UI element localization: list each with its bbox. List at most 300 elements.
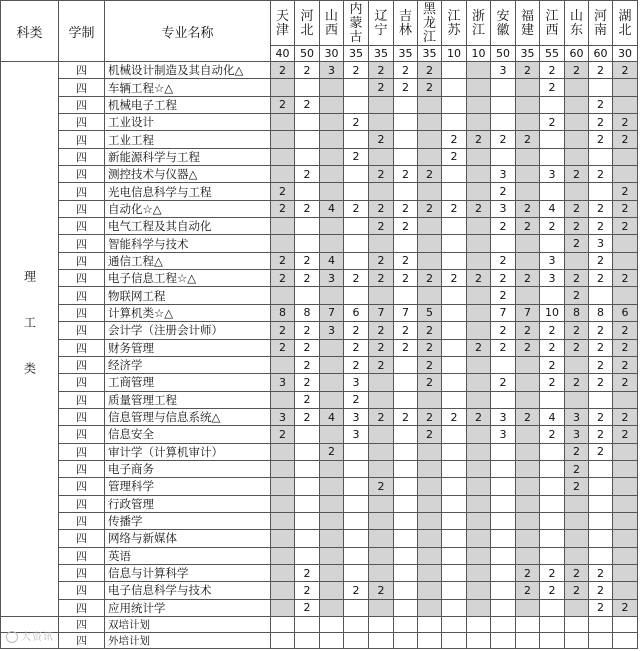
table-row	[1, 218, 638, 235]
quota-cell	[442, 633, 467, 649]
quota-cell: 2	[344, 356, 369, 373]
edu-cell: 四	[59, 617, 105, 633]
quota-cell	[613, 166, 638, 183]
quota-cell: 7	[491, 304, 516, 321]
quota-cell	[540, 478, 565, 495]
quota-cell	[467, 530, 491, 547]
quota-cell	[418, 530, 442, 547]
quota-cell	[394, 356, 418, 373]
table-row	[1, 270, 638, 287]
quota-cell	[442, 599, 467, 616]
quota-cell: 4	[320, 252, 344, 269]
quota-cell	[442, 183, 467, 200]
major-name-cell: 工商管理	[105, 374, 271, 391]
quota-cell	[344, 512, 369, 529]
quota-cell: 2	[516, 131, 540, 148]
quota-cell: 2	[369, 582, 394, 599]
major-name-cell: 信息管理与信息系统△	[105, 408, 271, 425]
quota-cell	[394, 599, 418, 616]
quota-cell: 2	[613, 270, 638, 287]
quota-cell	[613, 547, 638, 564]
quota-cell	[369, 599, 394, 616]
province-total: 35	[344, 46, 369, 62]
quota-cell	[540, 495, 565, 512]
table-row	[1, 200, 638, 217]
quota-cell	[295, 114, 320, 131]
quota-cell	[491, 564, 516, 581]
province-total: 50	[295, 46, 320, 62]
quota-cell	[516, 530, 540, 547]
major-name-cell: 质量管理工程	[105, 391, 271, 408]
edu-cell: 四	[59, 374, 105, 391]
quota-cell: 8	[565, 304, 589, 321]
quota-cell: 2	[516, 408, 540, 425]
major-name-cell: 测控技术与仪器△	[105, 166, 271, 183]
quota-cell	[442, 252, 467, 269]
quota-cell	[394, 582, 418, 599]
major-name-cell: 管理科学	[105, 478, 271, 495]
quota-cell	[540, 287, 565, 304]
quota-cell	[271, 564, 295, 581]
quota-cell: 4	[320, 200, 344, 217]
quota-cell	[565, 391, 589, 408]
quota-cell	[442, 391, 467, 408]
edu-cell: 四	[59, 512, 105, 529]
quota-cell	[369, 426, 394, 443]
quota-cell	[271, 287, 295, 304]
quota-cell	[467, 391, 491, 408]
major-name-cell: 通信工程△	[105, 252, 271, 269]
quota-cell	[613, 512, 638, 529]
quota-cell	[613, 617, 638, 633]
quota-cell	[516, 617, 540, 633]
province-header: 山东	[565, 1, 589, 46]
quota-cell	[613, 633, 638, 649]
table-row	[1, 547, 638, 564]
quota-cell	[491, 443, 516, 460]
quota-cell	[540, 96, 565, 113]
quota-cell: 2	[344, 339, 369, 356]
quota-cell: 2	[613, 114, 638, 131]
province-header: 河北	[295, 1, 320, 46]
quota-cell	[565, 79, 589, 96]
quota-cell	[516, 374, 540, 391]
quota-cell	[442, 617, 467, 633]
quota-cell	[394, 460, 418, 477]
quota-cell	[565, 530, 589, 547]
quota-cell	[442, 564, 467, 581]
quota-cell	[613, 460, 638, 477]
quota-cell	[467, 599, 491, 616]
quota-cell	[442, 495, 467, 512]
quota-cell	[271, 218, 295, 235]
quota-cell	[613, 495, 638, 512]
quota-cell	[491, 530, 516, 547]
province-total: 60	[589, 46, 613, 62]
quota-cell: 2	[369, 62, 394, 79]
quota-cell	[418, 391, 442, 408]
quota-cell	[516, 599, 540, 616]
edu-cell: 四	[59, 460, 105, 477]
quota-cell	[442, 304, 467, 321]
edu-cell: 四	[59, 426, 105, 443]
quota-cell	[467, 96, 491, 113]
quota-cell	[394, 114, 418, 131]
major-name-cell: 计算机类☆△	[105, 304, 271, 321]
quota-cell	[565, 356, 589, 373]
quota-cell	[394, 495, 418, 512]
quota-cell	[418, 287, 442, 304]
quota-cell	[369, 374, 394, 391]
quota-cell: 2	[418, 166, 442, 183]
quota-cell	[540, 512, 565, 529]
quota-cell	[589, 183, 613, 200]
quota-cell	[442, 374, 467, 391]
quota-cell	[442, 547, 467, 564]
quota-cell: 2	[271, 96, 295, 113]
quota-cell: 2	[491, 374, 516, 391]
quota-cell: 2	[589, 356, 613, 373]
major-name-cell: 电气工程及其自动化	[105, 218, 271, 235]
quota-cell	[565, 114, 589, 131]
quota-cell: 2	[271, 322, 295, 339]
category-label: 理工类	[22, 270, 37, 408]
quota-cell	[271, 512, 295, 529]
quota-cell	[613, 235, 638, 252]
quota-cell: 2	[565, 62, 589, 79]
quota-cell	[467, 252, 491, 269]
quota-cell: 2	[613, 183, 638, 200]
quota-cell	[491, 235, 516, 252]
quota-cell	[418, 96, 442, 113]
quota-cell	[516, 460, 540, 477]
major-name-cell: 电子信息科学与技术	[105, 582, 271, 599]
edu-cell: 四	[59, 599, 105, 616]
quota-cell	[589, 460, 613, 477]
quota-cell	[271, 148, 295, 165]
quota-cell	[467, 633, 491, 649]
quota-cell	[344, 183, 369, 200]
quota-cell	[320, 339, 344, 356]
quota-cell	[295, 235, 320, 252]
table-row	[1, 495, 638, 512]
major-name-cell: 工业设计	[105, 114, 271, 131]
quota-cell	[613, 391, 638, 408]
quota-cell	[613, 582, 638, 599]
quota-cell	[320, 79, 344, 96]
quota-cell: 2	[565, 270, 589, 287]
quota-cell: 2	[467, 200, 491, 217]
quota-cell	[320, 478, 344, 495]
quota-cell: 2	[589, 218, 613, 235]
quota-cell	[418, 131, 442, 148]
quota-cell: 2	[369, 270, 394, 287]
quota-cell	[516, 287, 540, 304]
quota-cell: 3	[589, 235, 613, 252]
quota-cell	[320, 547, 344, 564]
quota-cell: 2	[369, 79, 394, 96]
edu-cell: 四	[59, 478, 105, 495]
quota-cell	[344, 235, 369, 252]
table-row	[1, 62, 638, 79]
quota-cell	[271, 495, 295, 512]
quota-cell: 2	[295, 408, 320, 425]
major-name-cell: 行政管理	[105, 495, 271, 512]
quota-cell	[344, 79, 369, 96]
province-header: 天津	[271, 1, 295, 46]
quota-cell: 2	[565, 287, 589, 304]
table-row	[1, 339, 638, 356]
quota-cell: 2	[565, 460, 589, 477]
quota-cell: 3	[320, 270, 344, 287]
quota-cell	[442, 166, 467, 183]
quota-cell	[467, 547, 491, 564]
quota-cell	[320, 617, 344, 633]
quota-cell: 2	[394, 408, 418, 425]
quota-cell	[467, 62, 491, 79]
quota-cell	[442, 287, 467, 304]
header-category: 科类	[1, 1, 59, 62]
quota-cell: 2	[369, 252, 394, 269]
quota-cell: 2	[271, 62, 295, 79]
quota-cell	[418, 183, 442, 200]
quota-cell	[295, 79, 320, 96]
quota-cell	[516, 443, 540, 460]
quota-cell	[394, 617, 418, 633]
table-row	[1, 304, 638, 321]
quota-cell: 2	[271, 426, 295, 443]
plan-name-cell: 外培计划	[105, 633, 271, 649]
quota-cell: 3	[565, 408, 589, 425]
quota-cell	[565, 96, 589, 113]
quota-cell: 2	[442, 148, 467, 165]
header-edu: 学制	[59, 1, 105, 62]
quota-cell: 3	[344, 374, 369, 391]
quota-cell	[442, 218, 467, 235]
quota-cell: 3	[344, 426, 369, 443]
quota-cell	[344, 166, 369, 183]
quota-cell	[418, 218, 442, 235]
quota-cell	[344, 633, 369, 649]
quota-cell	[394, 443, 418, 460]
quota-cell: 4	[540, 408, 565, 425]
quota-cell	[271, 633, 295, 649]
quota-cell: 2	[589, 339, 613, 356]
quota-cell	[320, 96, 344, 113]
quota-cell: 2	[565, 478, 589, 495]
quota-cell	[295, 426, 320, 443]
edu-cell: 四	[59, 339, 105, 356]
major-name-cell: 审计学（计算机审计）	[105, 443, 271, 460]
quota-cell: 2	[516, 62, 540, 79]
quota-cell	[295, 183, 320, 200]
quota-cell	[467, 322, 491, 339]
quota-cell: 3	[565, 426, 589, 443]
quota-cell: 2	[394, 252, 418, 269]
quota-cell	[613, 478, 638, 495]
quota-cell	[295, 131, 320, 148]
quota-cell	[344, 460, 369, 477]
quota-cell	[540, 460, 565, 477]
quota-cell: 2	[344, 270, 369, 287]
quota-cell: 2	[565, 374, 589, 391]
table-row	[1, 183, 638, 200]
edu-cell: 四	[59, 79, 105, 96]
quota-cell: 3	[491, 408, 516, 425]
table-row	[1, 582, 638, 599]
edu-cell: 四	[59, 633, 105, 649]
quota-cell: 2	[589, 443, 613, 460]
quota-cell	[344, 218, 369, 235]
quota-cell	[344, 599, 369, 616]
quota-cell	[344, 547, 369, 564]
edu-cell: 四	[59, 287, 105, 304]
quota-cell	[344, 287, 369, 304]
edu-cell: 四	[59, 391, 105, 408]
quota-cell: 7	[394, 304, 418, 321]
quota-cell	[442, 356, 467, 373]
quota-cell: 2	[589, 114, 613, 131]
quota-cell	[394, 564, 418, 581]
quota-cell	[467, 304, 491, 321]
province-header: 河南	[589, 1, 613, 46]
quota-cell: 2	[344, 200, 369, 217]
quota-cell	[565, 183, 589, 200]
quota-cell	[271, 617, 295, 633]
quota-cell: 5	[418, 304, 442, 321]
major-name-cell: 电子商务	[105, 460, 271, 477]
quota-cell: 2	[589, 96, 613, 113]
quota-cell	[540, 617, 565, 633]
table-row	[1, 408, 638, 425]
quota-cell: 2	[295, 166, 320, 183]
table-row	[1, 599, 638, 616]
edu-cell: 四	[59, 166, 105, 183]
quota-cell	[491, 617, 516, 633]
quota-cell	[491, 599, 516, 616]
plan-name-cell: 双培计划	[105, 617, 271, 633]
quota-cell	[467, 374, 491, 391]
quota-cell: 3	[491, 426, 516, 443]
major-name-cell: 网络与新媒体	[105, 530, 271, 547]
quota-cell	[516, 166, 540, 183]
quota-cell	[320, 183, 344, 200]
quota-cell: 2	[344, 114, 369, 131]
quota-cell	[491, 495, 516, 512]
quota-cell: 2	[369, 166, 394, 183]
edu-cell: 四	[59, 62, 105, 79]
quota-cell: 2	[418, 339, 442, 356]
quota-cell: 2	[491, 322, 516, 339]
quota-cell	[369, 564, 394, 581]
quota-cell: 2	[540, 564, 565, 581]
quota-cell: 2	[540, 79, 565, 96]
province-header: 吉林	[394, 1, 418, 46]
quota-cell: 2	[540, 582, 565, 599]
quota-cell	[369, 235, 394, 252]
quota-cell: 2	[565, 166, 589, 183]
quota-cell: 2	[540, 339, 565, 356]
quota-cell: 3	[540, 252, 565, 269]
edu-cell: 四	[59, 200, 105, 217]
plan-row	[1, 617, 638, 633]
edu-cell: 四	[59, 148, 105, 165]
quota-cell	[565, 252, 589, 269]
quota-cell	[394, 96, 418, 113]
edu-cell: 四	[59, 322, 105, 339]
quota-cell: 2	[295, 339, 320, 356]
quota-cell: 2	[491, 218, 516, 235]
quota-cell	[344, 252, 369, 269]
quota-cell: 2	[369, 339, 394, 356]
quota-cell	[394, 478, 418, 495]
quota-cell	[344, 443, 369, 460]
province-header: 黑龙江	[418, 1, 442, 46]
quota-cell	[394, 530, 418, 547]
quota-cell: 2	[589, 200, 613, 217]
quota-cell	[442, 62, 467, 79]
quota-cell: 2	[394, 200, 418, 217]
quota-cell	[369, 443, 394, 460]
quota-cell: 3	[491, 62, 516, 79]
quota-cell: 2	[589, 374, 613, 391]
quota-cell: 2	[418, 322, 442, 339]
edu-cell: 四	[59, 252, 105, 269]
quota-cell	[516, 114, 540, 131]
quota-cell: 2	[467, 131, 491, 148]
quota-cell: 2	[589, 322, 613, 339]
quota-cell	[344, 495, 369, 512]
quota-cell: 2	[418, 356, 442, 373]
quota-cell: 2	[540, 322, 565, 339]
table-row	[1, 96, 638, 113]
quota-cell	[467, 495, 491, 512]
watermark-logo-icon	[6, 631, 18, 643]
quota-cell	[295, 547, 320, 564]
quota-cell	[613, 287, 638, 304]
quota-cell: 2	[516, 582, 540, 599]
quota-cell: 10	[540, 304, 565, 321]
quota-cell	[271, 460, 295, 477]
quota-cell	[589, 79, 613, 96]
quota-cell	[394, 374, 418, 391]
quota-cell: 7	[516, 304, 540, 321]
quota-cell: 2	[613, 322, 638, 339]
quota-cell	[467, 443, 491, 460]
quota-cell	[491, 356, 516, 373]
quota-cell	[394, 131, 418, 148]
quota-cell	[467, 356, 491, 373]
quota-cell: 2	[565, 200, 589, 217]
quota-cell	[467, 478, 491, 495]
major-name-cell: 应用统计学	[105, 599, 271, 616]
quota-cell	[540, 235, 565, 252]
major-name-cell: 经济学	[105, 356, 271, 373]
table-row	[1, 391, 638, 408]
quota-cell	[516, 356, 540, 373]
watermark-text: 大资讯	[21, 632, 54, 643]
quota-cell: 2	[491, 339, 516, 356]
quota-cell: 2	[295, 564, 320, 581]
quota-cell	[565, 512, 589, 529]
table-row	[1, 443, 638, 460]
quota-cell	[540, 599, 565, 616]
quota-cell	[589, 633, 613, 649]
quota-cell: 2	[369, 218, 394, 235]
quota-cell	[467, 582, 491, 599]
quota-cell: 2	[613, 408, 638, 425]
quota-cell	[295, 512, 320, 529]
